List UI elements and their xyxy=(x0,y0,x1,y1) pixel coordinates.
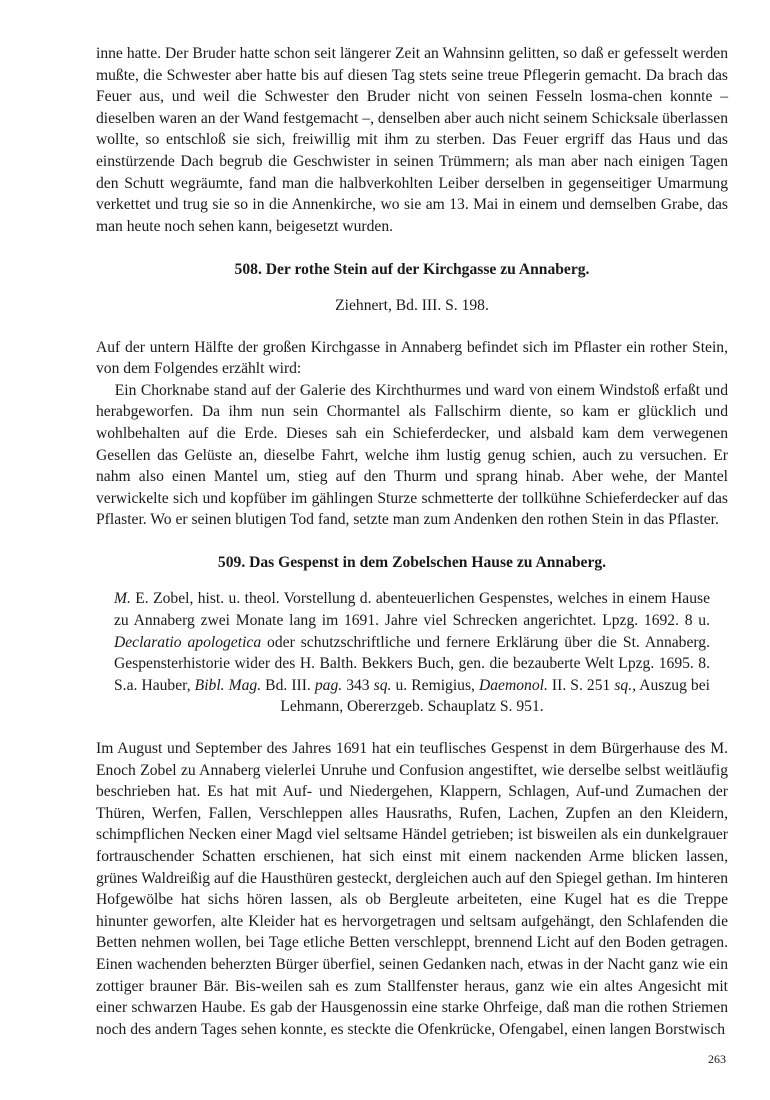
section-508-paragraph-1: Auf der untern Hälfte der großen Kirchgasse in Annaberg befindet sich im Pflaster ein rother Stein, von dem Folgendes erzählt wird: xyxy=(96,338,728,378)
source-text: Daemonol. xyxy=(479,676,548,694)
source-text: Bd. III. xyxy=(261,676,315,694)
section-509-paragraph-1: Im August und September des Jahres 1691 hat ein teuflisches Gespenst in dem Bürgerhause des M. Enoch Zobel zu Annaberg vielerlei Unruhe und Confusion angestiftet, wie derselbe selbst weitläufig beschrieben hat. Es hat mit Auf- und Niedergehen, Klappern, Schlagen, Auf-und Zumachen der Thüren, Werfen, Fallen, Verschleppen alles Hausraths, Rufen, Lachen, Zupfen an den Kleidern, schimpflichen Necken einer Magd viel seltsame Händel getrieben; ist bisweilen als ein dunkelgrauer fortrauschender Schatten erschienen, hat sich einst mit einem nackenden Arme blicken lassen, grünes Waldreißig auf die Hausthüren gesteckt, dergleichen auch auf den Spiegel gethan. Im hinteren Hofgewölbe hat sichs hören lassen, als ob Bergleute arbeiteten, eine Kugel hat es die Treppe hinunter geworfen, alte Kleider hat es hervorgetragen und seltsam aufgehängt, den Schlafenden die Betten nehmen wollen, bei Tage etliche Betten verschleppt, brennend Licht auf den Boden getragen. Einen wachenden beherzten Bürger überfiel, seinen Gedanken nach, etwas in der Nacht ganz wie ein zottiger brauner Bär. Bis-weilen sah es zum Stallfenster heraus, ganz wie ein altes Angesicht mit einer schwarzen Haube. Es gab der Hausgenossin eine starke Ohrfeige, daß man die rothen Striemen noch des andern Tages sehen konnte, es steckte die Ofenkrücke, Ofengabel, einen langen Borstwisch xyxy=(96,740,728,1038)
source-text: pag. xyxy=(314,676,343,694)
source-text: oder schutzschriftliche und fernere Erklärung über die St. Annaberg. Gespensterhistorie wider des H. Balth. Bekkers Buch, gen. die bezauberte Welt Lpzg. 1695. 8. S.a. Hauber, xyxy=(114,633,710,694)
section-509-heading: 509. Das Gespenst in dem Zobelschen Hause zu Annaberg. xyxy=(217,553,607,571)
section-509-source xyxy=(96,588,728,718)
source-text: Bibl. Mag. xyxy=(194,676,262,694)
section-508-heading: 508. Der rothe Stein auf der Kirchgasse zu Annaberg. xyxy=(234,261,590,279)
source-text: M. xyxy=(114,590,131,608)
page-number: 263 xyxy=(708,1052,726,1066)
source-text: sq. xyxy=(373,676,392,694)
source-text: II. S. 251 xyxy=(547,676,615,694)
source-text: E. Zobel, hist. u. theol. Vorstellung d. abenteuerlichen Gespenstes, welches in einem Hause zu Annaberg zwei Monate lang im 1691. Jahre viel Schrecken angerichtet. Lpzg. 1692. 8 u. xyxy=(114,590,710,630)
section-508-source: Ziehnert, Bd. III. S. 198. xyxy=(335,296,489,314)
source-text: sq., xyxy=(614,676,637,694)
source-text: Declaratio apologetica xyxy=(114,633,262,651)
source-text: u. Remigius, xyxy=(391,676,479,694)
page-body xyxy=(96,43,728,1040)
intro-paragraph: inne hatte. Der Bruder hatte schon seit längerer Zeit an Wahnsinn gelitten, so daß er gefesselt werden mußte, die Schwester aber hatte bis auf diesen Tag stets seine treue Pflegerin gemacht. Da brach das Feuer aus, und weil die Schwester den Bruder nicht von seinen Fesseln losma-chen konnte – dieselben waren an der Wand festgemacht –, denselben aber auch nicht seinem Schicksale überlassen wollte, so entschloß sie sich, freiwillig mit ihm zu sterben. Das Feuer ergriff das Haus und das einstürzende Dach begrub die Geschwister in seinen Trümmern; als man aber nach einigen Tagen den Schutt wegräumte, fand man die halbverkohlten Leiber derselben in gegenseitiger Umarmung verkettet und trug sie so in die Annenkirche, wo sie am 13. Mai in einem und demselben Grabe, das man heute noch sehen kann, beigesetzt wurden. xyxy=(96,45,728,235)
source-text: Auszug bei Lehmann, Obererzgeb. Schauplatz S. 951. xyxy=(280,676,710,716)
section-508-paragraph-2: Ein Chorknabe stand auf der Galerie des Kirchthurmes und ward von einem Windstoß erfaßt und herabgeworfen. Da ihm nun sein Chormantel als Fallschirm diente, so kam er glücklich und wohlbehalten auf die Erde. Dieses sah ein Schieferdecker, und alsbald kam dem verwegenen Gesellen das Gelüste an, dieselbe Fahrt, welche ihm lustig genug schien, auch zu versuchen. Er nahm also einen Mantel um, stieg auf den Thurm und sprang hinab. Aber wehe, der Mantel verwickelte sich und kopfüber im gählingen Sturze schmetterte der tollkühne Schieferdecker auf das Pflaster. Wo er seinen blutigen Tod fand, setzte man zum Andenken den rothen Stein in das Pflaster. xyxy=(96,381,728,529)
source-text: 343 xyxy=(342,676,374,694)
